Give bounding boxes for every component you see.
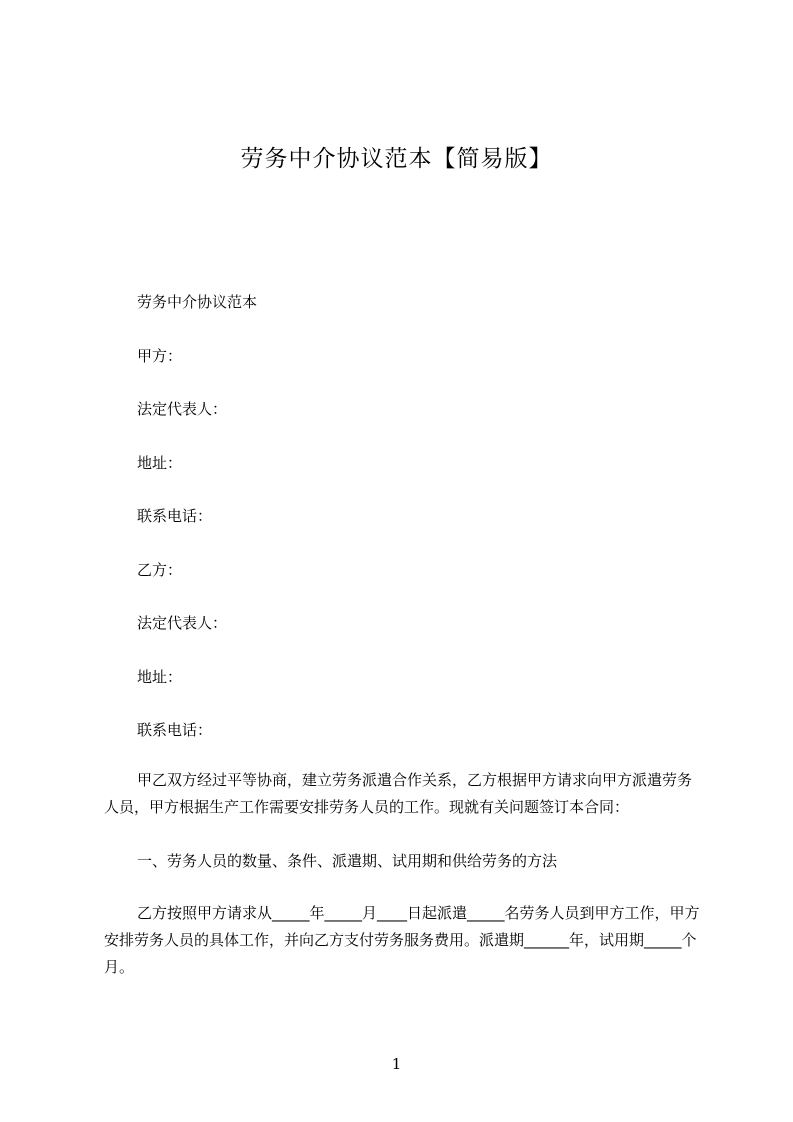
party-a-address-label: 地址： [137, 454, 183, 472]
page-number: 1 [391, 1055, 402, 1073]
party-b-address-label: 地址： [137, 668, 183, 686]
document-heading: 劳务中介协议范本 [137, 293, 258, 311]
party-a-phone-label: 联系电话： [137, 507, 213, 525]
party-b-representative-label: 法定代表人： [137, 614, 228, 632]
party-b-label: 乙方： [137, 561, 183, 579]
section-1-paragraph: 乙方按照甲方请求从_____年_____月____日起派遣_____名劳务人员到甲方工作，甲方安排劳务人员的具体工作，并向乙方支付劳务服务费用。派遣期______年，试用期_____个月。 [104, 904, 700, 976]
party-a-representative-label: 法定代表人： [137, 400, 228, 418]
party-b-phone-label: 联系电话： [137, 721, 213, 739]
document-title: 劳务中介协议范本【简易版】 [240, 146, 553, 172]
section-1-heading: 一、劳务人员的数量、条件、派遣期、试用期和供给劳务的方法 [137, 852, 558, 870]
party-a-label: 甲方： [137, 347, 183, 365]
intro-paragraph: 甲乙双方经过平等协商，建立劳务派遣合作关系，乙方根据甲方请求向甲方派遣劳务人员，甲方根据生产工作需要安排劳务人员的工作。现就有关问题签订本合同： [104, 771, 693, 816]
